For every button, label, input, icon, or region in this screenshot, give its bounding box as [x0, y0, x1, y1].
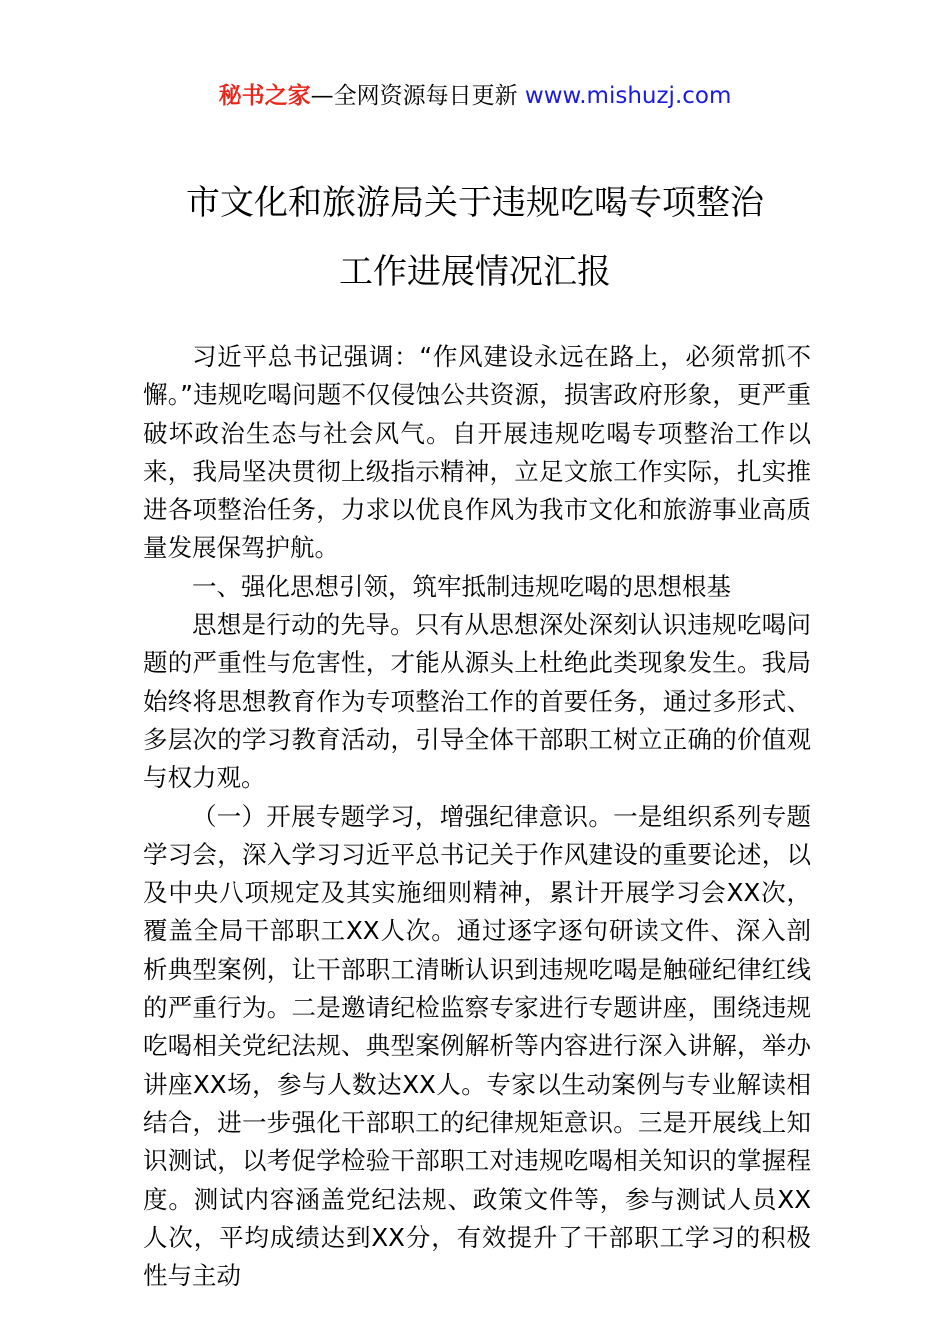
- document-title-line-1: 市文化和旅游局关于违规吃喝专项整治: [186, 183, 764, 223]
- header-tagline: —全网资源每日更新: [310, 83, 525, 109]
- document-body: [143, 338, 811, 1295]
- subsection-1-paragraph: （一）开展专题学习，增强纪律意识。一是组织系列专题学习会，深入学习习近平总书记关于作风建设的重要论述，以及中央八项规定及其实施细则精神，累计开展学习会XX次，覆盖全局干部职工XX人次。通过逐字逐句研读文件、深入剖析典型案例，让干部职工清晰认识到违规吃喝是触碰纪律红线的严重行为。二是邀请纪检监察专家进行专题讲座，围绕违规吃喝相关党纪法规、典型案例解析等内容进行深入讲解，举办讲座XX场，参与人数达XX人。专家以生动案例与专业解读相结合，进一步强化干部职工的纪律规矩意识。三是开展线上知识测试，以考促学检验干部职工对违规吃喝相关知识的掌握程度。测试内容涵盖党纪法规、政策文件等，参与测试人员XX人次，平均成绩达到XX分，有效提升了干部职工学习的积极性与主动: [143, 801, 811, 1291]
- site-url-link[interactable]: www.mishuzj.com: [524, 83, 732, 109]
- section-heading-1: 一、强化思想引领，筑牢抵制违规吃喝的思想根基: [192, 571, 731, 601]
- site-header: [0, 80, 950, 112]
- intro-paragraph: 习近平总书记强调：“作风建设永远在路上，必须常抓不懈。”违规吃喝问题不仅侵蚀公共资源，损害政府形象，更严重破坏政治生态与社会风气。自开展违规吃喝专项整治工作以来，我局坚决贯彻上级指示精神，立足文旅工作实际，扎实推进各项整治任务，力求以优良作风为我市文化和旅游事业高质量发展保驾护航。: [143, 342, 811, 563]
- brand-name: 秘书之家: [218, 83, 311, 109]
- section-1-paragraph: 思想是行动的先导。只有从思想深处深刻认识违规吃喝问题的严重性与危害性，才能从源头上杜绝此类现象发生。我局始终将思想教育作为专项整治工作的首要任务，通过多形式、多层次的学习教育活动，引导全体干部职工树立正确的价值观与权力观。: [143, 610, 811, 793]
- document-title-line-2: 工作进展情况汇报: [339, 252, 611, 292]
